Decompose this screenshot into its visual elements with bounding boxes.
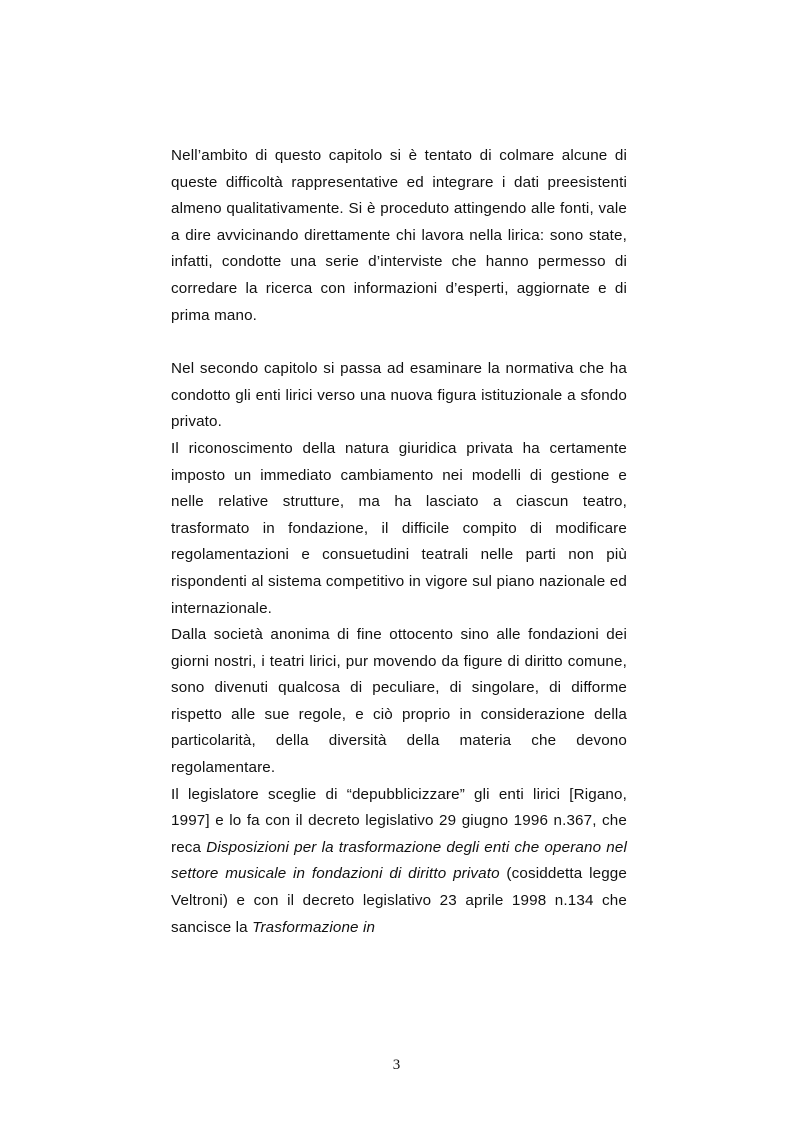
italic-title: Disposizioni per la trasformazione degli enti che operano nel settore musicale in fondazioni di diritto privato bbox=[171, 838, 627, 883]
page-number: 3 bbox=[392, 1057, 401, 1073]
paragraph-history bbox=[171, 622, 627, 782]
paragraph-text: Nell’ambito di questo capitolo si è tentato di colmare alcune di queste difficoltà rappresentative ed integrare i dati preesistenti almeno qualitativamente. Si è proceduto attingendo alle fonti, vale a dire avvicinando direttamente chi lavora nella lirica: sono state, infatti, condotte una serie d’interviste che hanno permesso di corredare la ricerca con informazioni d’esperti, aggiornate e di prima mano. bbox=[171, 147, 627, 324]
paragraph-text: Dalla società anonima di fine ottocento sino alle fondazioni dei giorni nostri, i teatri lirici, pur movendo da figure di diritto comune, sono divenuti qualcosa di peculiare, di singolare, di difforme rispetto alle sue regole, e ciò proprio in considerazione della particolarità, della diversità della materia che devono regolamentare. bbox=[171, 626, 627, 777]
paragraph-text: Nel secondo capitolo si passa ad esaminare la normativa che ha condotto gli enti lirici verso una nuova figura istituzionale a sfondo privato. bbox=[171, 360, 627, 431]
paragraph-text: Il riconoscimento della natura giuridica privata ha certamente imposto un immediato cambiamento nei modelli di gestione e nelle relative strutture, ma ha lasciato a ciascun teatro, trasformato in fondazione, il difficile compito di modificare regolamentazioni e consuetudini teatrali nelle parti non più rispondenti al sistema competitivo in vigore sul piano nazionale ed internazionale. bbox=[171, 439, 627, 617]
body-text bbox=[171, 143, 627, 941]
paragraph-legislation bbox=[171, 782, 627, 942]
italic-title: Trasformazione in bbox=[252, 918, 376, 936]
paragraph-second-chapter bbox=[171, 356, 627, 436]
paragraph-text: (cosiddetta legge Veltroni) e con il decreto legislativo 23 aprile 1998 n.134 che sancisce la bbox=[171, 865, 628, 936]
paragraph-legal-nature bbox=[171, 436, 627, 622]
paragraph-intro bbox=[171, 143, 627, 329]
paragraph-text: Il legislatore sceglie di “depubblicizzare” gli enti lirici [Rigano, 1997] e lo fa con il decreto legislativo 29 giugno 1996 n.367, che reca bbox=[171, 785, 627, 856]
